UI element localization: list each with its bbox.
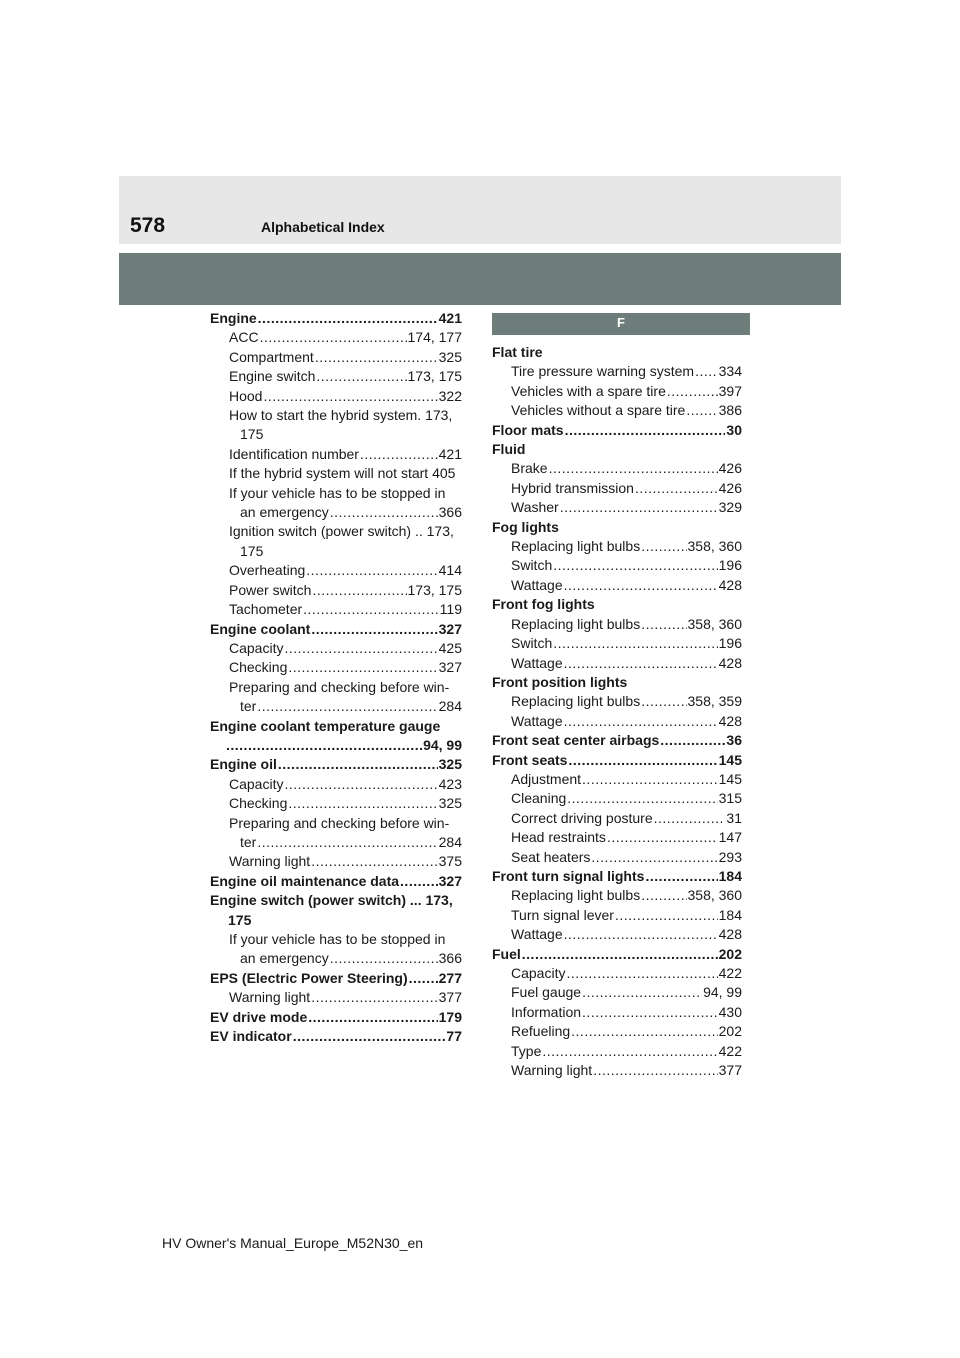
index-subentry-continued: ter ..... 284 xyxy=(210,697,462,716)
index-subentry: Preparing and checking before win- xyxy=(229,678,450,695)
index-entry: EV drive mode ..... 179 xyxy=(210,1008,462,1027)
index-subentry-continued: 175 xyxy=(240,426,264,443)
index-subentry: Refueling ..... 202 xyxy=(492,1022,742,1041)
index-subentry: Head restraints ..... 147 xyxy=(492,828,742,847)
index-subentry: Turn signal lever ..... 184 xyxy=(492,906,742,925)
title-bar xyxy=(119,253,841,305)
index-subentry: Cleaning ..... 315 xyxy=(492,789,742,808)
index-subentry: Replacing light bulbs ..... 358, 360 xyxy=(492,886,742,905)
index-subentry: Type ..... 422 xyxy=(492,1042,742,1061)
index-entry: Engine oil maintenance data ..... 327 xyxy=(210,872,462,891)
header-band xyxy=(119,176,841,244)
index-subentry: Switch ..... 196 xyxy=(492,556,742,575)
index-entry: Front turn signal lights ..... 184 xyxy=(492,867,742,886)
index-entry: Engine coolant ..... 327 xyxy=(210,620,462,639)
index-entry: Fluid xyxy=(492,441,526,458)
index-subentry: Identification number ..... 421 xyxy=(210,445,462,464)
index-subentry: Hybrid transmission ..... 426 xyxy=(492,479,742,498)
index-subentry: Engine switch ..... 173, 175 xyxy=(210,367,462,386)
index-entry: Front seats ..... 145 xyxy=(492,751,742,770)
index-entry: EPS (Electric Power Steering) ..... 277 xyxy=(210,969,462,988)
index-subentry: Replacing light bulbs ..... 358, 359 xyxy=(492,692,742,711)
index-subentry: Wattage ..... 428 xyxy=(492,712,742,731)
index-subentry: If the hybrid system will not start 405 xyxy=(229,465,456,482)
index-subentry: If your vehicle has to be stopped in xyxy=(229,484,446,501)
index-column-right xyxy=(492,343,742,1080)
index-subentry-continued: an emergency ..... 366 xyxy=(210,503,462,522)
index-entry: Front seat center airbags ..... 36 xyxy=(492,731,742,750)
index-subentry: Capacity ..... 422 xyxy=(492,964,742,983)
index-subentry: Adjustment ..... 145 xyxy=(492,770,742,789)
index-entry: Front fog lights xyxy=(492,596,595,613)
index-subentry-continued: an emergency ..... 366 xyxy=(210,949,462,968)
index-entry-continued: ..... 94, 99 xyxy=(210,736,462,755)
index-subentry: How to start the hybrid system. 173, xyxy=(229,407,453,424)
index-subentry: Tachometer ..... 119 xyxy=(210,600,462,619)
index-subentry: Overheating ..... 414 xyxy=(210,561,462,580)
index-subentry-continued: 175 xyxy=(240,542,264,559)
index-subentry: Ignition switch (power switch) .. 173, xyxy=(229,523,454,540)
index-subentry: Hood ..... 322 xyxy=(210,387,462,406)
index-subentry: Warning light ..... 377 xyxy=(210,988,462,1007)
index-entry: Flat tire xyxy=(492,344,543,360)
index-subentry: Checking ..... 327 xyxy=(210,658,462,677)
index-subentry: Information ..... 430 xyxy=(492,1003,742,1022)
index-subentry: Tire pressure warning system ..... 334 xyxy=(492,362,742,381)
index-subentry: Preparing and checking before win- xyxy=(229,814,450,831)
index-subentry: Correct driving posture ..... 31 xyxy=(492,809,742,828)
footer-text: HV Owner's Manual_Europe_M52N30_en xyxy=(162,1235,424,1251)
index-entry: Fog lights xyxy=(492,518,559,535)
index-entry: Fuel ..... 202 xyxy=(492,945,742,964)
page-number: 578 xyxy=(130,214,166,237)
index-subentry: Wattage ..... 428 xyxy=(492,925,742,944)
section-title: Alphabetical Index xyxy=(261,219,385,235)
index-entry: Floor mats ..... 30 xyxy=(492,421,742,440)
index-subentry: Vehicles with a spare tire ..... 397 xyxy=(492,382,742,401)
index-subentry: Washer ..... 329 xyxy=(492,498,742,517)
letter-heading-f: F xyxy=(492,313,750,335)
index-subentry: Checking ..... 325 xyxy=(210,794,462,813)
index-subentry: If your vehicle has to be stopped in xyxy=(229,931,446,947)
index-entry: Engine coolant temperature gauge xyxy=(210,717,441,734)
index-subentry: Capacity ..... 423 xyxy=(210,775,462,794)
index-subentry: Compartment ..... 325 xyxy=(210,348,462,367)
index-subentry: Replacing light bulbs ..... 358, 360 xyxy=(492,615,742,634)
index-subentry: Replacing light bulbs ..... 358, 360 xyxy=(492,537,742,556)
index-subentry: Seat heaters ..... 293 xyxy=(492,848,742,867)
index-entry: Front position lights xyxy=(492,673,628,690)
index-subentry: Vehicles without a spare tire ..... 386 xyxy=(492,401,742,420)
index-subentry: Wattage ..... 428 xyxy=(492,576,742,595)
index-entry: EV indicator ..... 77 xyxy=(210,1027,462,1046)
index-subentry: Warning light ..... 377 xyxy=(492,1061,742,1080)
index-entry: Engine ..... 421 xyxy=(210,309,462,328)
index-entry-continued: 175 xyxy=(228,911,252,928)
index-subentry: Warning light ..... 375 xyxy=(210,852,462,871)
index-subentry: Brake ..... 426 xyxy=(492,459,742,478)
index-column-left xyxy=(210,309,462,1046)
index-entry: Engine oil ..... 325 xyxy=(210,755,462,774)
index-subentry: Switch ..... 196 xyxy=(492,634,742,653)
index-subentry: Wattage ..... 428 xyxy=(492,654,742,673)
index-subentry-continued: ter ..... 284 xyxy=(210,833,462,852)
index-subentry: Fuel gauge ..... 94, 99 xyxy=(492,983,742,1002)
index-entry: Engine switch (power switch) ... 173, xyxy=(210,892,453,909)
index-subentry: ACC ..... 174, 177 xyxy=(210,328,462,347)
index-subentry: Power switch ..... 173, 175 xyxy=(210,581,462,600)
index-subentry: Capacity ..... 425 xyxy=(210,639,462,658)
